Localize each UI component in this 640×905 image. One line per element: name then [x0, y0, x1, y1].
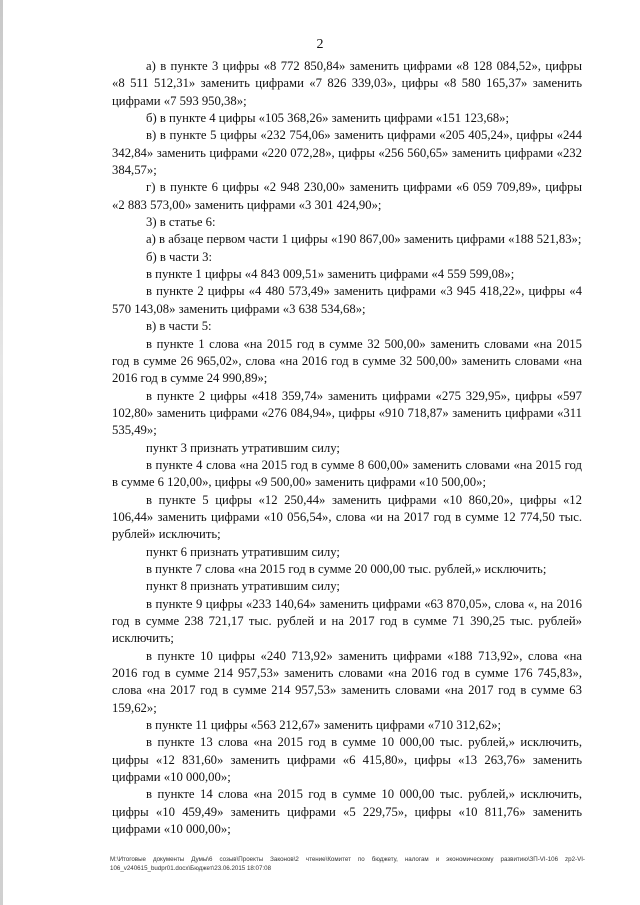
paragraph: пункт 8 признать утратившим силу;	[146, 579, 340, 594]
paragraph: 3) в статье 6:	[146, 215, 216, 230]
paragraph: в пункте 4 слова «на 2015 год в сумме 8 600,00» заменить словами «на 2015 год в сумме 6 120,00», цифры «9 500,00» заменить цифрами «10 500,00»;	[112, 457, 582, 490]
paragraph: в пункте 9 цифры «233 140,64» заменить цифрами «63 870,05», слова «, на 2016 год в сумме 238 721,17 тыс. рублей и на 2017 год в сумме 71 390,25 тыс. рублей» исключить;	[112, 596, 582, 646]
page-number: 2	[316, 37, 324, 52]
paragraph: пункт 6 признать утратившим силу;	[146, 544, 340, 559]
paragraph: в) в части 5:	[146, 319, 212, 334]
paragraph: б) в части 3:	[146, 249, 213, 264]
document-body	[112, 58, 582, 838]
file-path-footer: M:\Итоговые документы Думы\6 созыв\Проекты Законов\2 чтение\Комитет по бюджету, налогам и экономическому развитию\ЗП-VI-106 zp2-VI-106_v240615_budpr01.docx\Бюджет\23.06.2015 18:07:08	[110, 856, 585, 872]
paragraph: в пункте 10 цифры «240 713,92» заменить цифрами «188 713,92», слова «на 2016 год в сумме 214 957,53» заменить словами «на 2016 год в сумме 176 745,83», слова «на 2017 год в сумме 214 957,53» заменить словами «на 2017 год в сумме 63 159,62»;	[112, 648, 582, 715]
paragraph: а) в пункте 3 цифры «8 772 850,84» заменить цифрами «8 128 084,52», цифры «8 511 512,31» заменить цифрами «7 826 339,03», цифры «8 580 165,37» заменить цифрами «7 593 950,38»;	[112, 59, 582, 108]
paragraph: а) в абзаце первом части 1 цифры «190 867,00» заменить цифрами «188 521,83»;	[146, 232, 582, 247]
paragraph: в пункте 7 слова «на 2015 год в сумме 20 000,00 тыс. рублей,» исключить;	[146, 561, 547, 576]
paragraph: в пункте 2 цифры «418 359,74» заменить цифрами «275 329,95», цифры «597 102,80» заменить цифрами «276 084,94», цифры «910 718,87» заменить цифрами «311 535,49»;	[112, 388, 582, 438]
paragraph: в пункте 2 цифры «4 480 573,49» заменить цифрами «3 945 418,22», цифры «4 570 143,08» заменить цифрами «3 638 534,68»;	[112, 284, 582, 316]
paragraph: в) в пункте 5 цифры «232 754,06» заменить цифрами «205 405,24», цифры «244 342,84» заменить цифрами «220 072,28», цифры «256 560,65» заменить цифрами «232 384,57»;	[112, 128, 582, 178]
paragraph: пункт 3 признать утратившим силу;	[146, 440, 340, 455]
paragraph: в пункте 1 цифры «4 843 009,51» заменить цифрами «4 559 599,08»;	[146, 267, 515, 282]
scan-edge-shadow	[0, 0, 3, 905]
paragraph: в пункте 14 слова «на 2015 год в сумме 10 000,00 тыс. рублей,» исключить, цифры «10 459,49» заменить цифрами «5 229,75», цифры «10 811,76» заменить цифрами «10 000,00»;	[112, 787, 582, 837]
paragraph: в пункте 5 цифры «12 250,44» заменить цифрами «10 860,20», цифры «12 106,44» заменить цифрами «10 056,54», слова «и на 2017 год в сумме 12 774,50 тыс. рублей» исключить;	[112, 492, 582, 542]
paragraph: б) в пункте 4 цифры «105 368,26» заменить цифрами «151 123,68»;	[146, 111, 510, 126]
paragraph: г) в пункте 6 цифры «2 948 230,00» заменить цифрами «6 059 709,89», цифры «2 883 573,00» заменить цифрами «3 301 424,90»;	[112, 180, 582, 212]
paragraph: в пункте 1 слова «на 2015 год в сумме 32 500,00» заменить словами «на 2015 год в сумме 26 965,02», слова «на 2016 год в сумме 32 500,00» заменить словами «на 2016 год в сумме 24 990,89»;	[112, 336, 582, 386]
paragraph: в пункте 13 слова «на 2015 год в сумме 10 000,00 тыс. рублей,» исключить, цифры «12 831,60» заменить цифрами «6 415,80», цифры «13 263,76» заменить цифрами «10 000,00»;	[112, 735, 582, 785]
paragraph: в пункте 11 цифры «563 212,67» заменить цифрами «710 312,62»;	[146, 718, 502, 733]
